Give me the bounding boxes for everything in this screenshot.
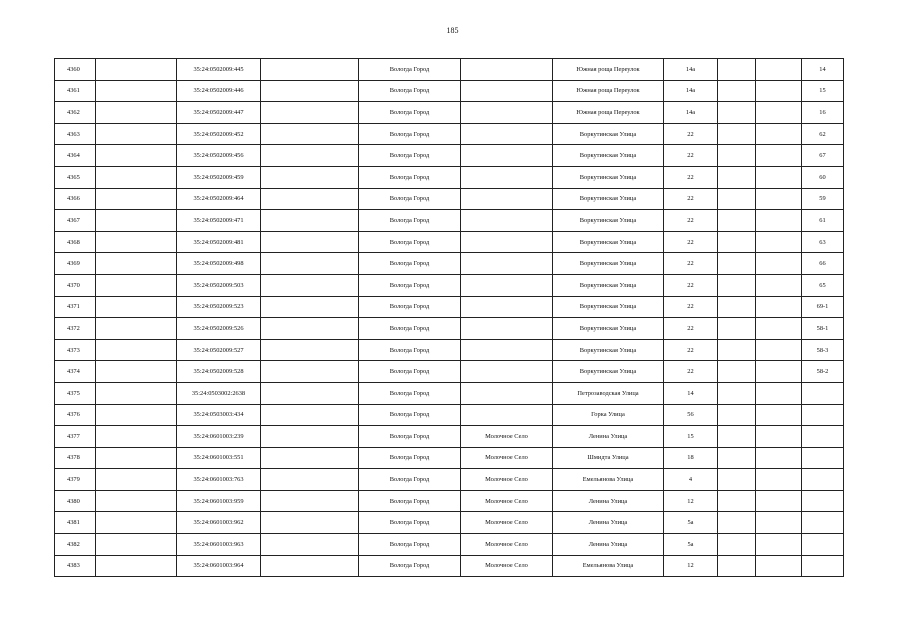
house-cell: 22 <box>664 318 718 340</box>
apartment-cell <box>802 469 844 491</box>
blank-cell-c <box>718 512 756 534</box>
blank-cell-a <box>96 447 177 469</box>
street-cell: Шмидта Улица <box>553 447 664 469</box>
blank-cell-b <box>261 102 359 124</box>
blank-cell-d <box>756 447 802 469</box>
apartment-cell: 67 <box>802 145 844 167</box>
table-row <box>55 426 844 448</box>
table-row <box>55 382 844 404</box>
cadastral-number-cell: 35:24:0502009:445 <box>177 59 261 81</box>
blank-cell-b <box>261 296 359 318</box>
table-row <box>55 123 844 145</box>
table-row <box>55 447 844 469</box>
apartment-cell: 63 <box>802 231 844 253</box>
blank-cell-d <box>756 382 802 404</box>
blank-cell-b <box>261 469 359 491</box>
settlement-cell: Молочное Село <box>461 534 553 556</box>
row-number-cell: 4378 <box>55 447 96 469</box>
blank-cell-b <box>261 490 359 512</box>
cadastral-number-cell: 35:24:0502009:526 <box>177 318 261 340</box>
cadastral-number-cell: 35:24:0502009:503 <box>177 274 261 296</box>
blank-cell-c <box>718 339 756 361</box>
settlement-cell <box>461 166 553 188</box>
street-cell: Воркутинская Улица <box>553 188 664 210</box>
cadastral-number-cell: 35:24:0601003:963 <box>177 534 261 556</box>
blank-cell-d <box>756 188 802 210</box>
table-row <box>55 469 844 491</box>
blank-cell-c <box>718 80 756 102</box>
blank-cell-c <box>718 318 756 340</box>
street-cell: Воркутинская Улица <box>553 274 664 296</box>
settlement-cell <box>461 296 553 318</box>
apartment-cell: 16 <box>802 102 844 124</box>
blank-cell-d <box>756 80 802 102</box>
row-number-cell: 4383 <box>55 555 96 577</box>
row-number-cell: 4373 <box>55 339 96 361</box>
city-cell: Вологда Город <box>359 339 461 361</box>
city-cell: Вологда Город <box>359 361 461 383</box>
cadastral-number-cell: 35:24:0502009:528 <box>177 361 261 383</box>
house-cell: 56 <box>664 404 718 426</box>
settlement-cell <box>461 102 553 124</box>
apartment-cell: 60 <box>802 166 844 188</box>
row-number-cell: 4370 <box>55 274 96 296</box>
cadastral-number-cell: 35:24:0502009:527 <box>177 339 261 361</box>
table-row <box>55 512 844 534</box>
blank-cell-a <box>96 231 177 253</box>
city-cell: Вологда Город <box>359 274 461 296</box>
settlement-cell: Молочное Село <box>461 555 553 577</box>
blank-cell-b <box>261 231 359 253</box>
settlement-cell <box>461 210 553 232</box>
settlement-cell <box>461 59 553 81</box>
row-number-cell: 4367 <box>55 210 96 232</box>
house-cell: 22 <box>664 166 718 188</box>
table-row <box>55 339 844 361</box>
blank-cell-b <box>261 339 359 361</box>
blank-cell-d <box>756 123 802 145</box>
house-cell: 22 <box>664 188 718 210</box>
blank-cell-b <box>261 555 359 577</box>
row-number-cell: 4369 <box>55 253 96 275</box>
settlement-cell: Молочное Село <box>461 426 553 448</box>
house-cell: 22 <box>664 145 718 167</box>
city-cell: Вологда Город <box>359 102 461 124</box>
table-row <box>55 361 844 383</box>
city-cell: Вологда Город <box>359 253 461 275</box>
settlement-cell <box>461 404 553 426</box>
blank-cell-b <box>261 274 359 296</box>
street-cell: Воркутинская Улица <box>553 166 664 188</box>
city-cell: Вологда Город <box>359 490 461 512</box>
street-cell: Ленина Улица <box>553 534 664 556</box>
street-cell: Воркутинская Улица <box>553 231 664 253</box>
apartment-cell <box>802 490 844 512</box>
table-row <box>55 145 844 167</box>
house-cell: 12 <box>664 490 718 512</box>
city-cell: Вологда Город <box>359 555 461 577</box>
street-cell: Емельянова Улица <box>553 555 664 577</box>
street-cell: Горка Улица <box>553 404 664 426</box>
cadastral-number-cell: 35:24:0601003:959 <box>177 490 261 512</box>
table-row <box>55 296 844 318</box>
apartment-cell <box>802 512 844 534</box>
blank-cell-a <box>96 210 177 232</box>
registry-body <box>55 59 844 577</box>
cadastral-number-cell: 35:24:0502009:452 <box>177 123 261 145</box>
settlement-cell <box>461 382 553 404</box>
house-cell: 22 <box>664 253 718 275</box>
blank-cell-d <box>756 59 802 81</box>
table-row <box>55 490 844 512</box>
blank-cell-a <box>96 490 177 512</box>
apartment-cell: 15 <box>802 80 844 102</box>
street-cell: Воркутинская Улица <box>553 123 664 145</box>
street-cell: Южная роща Переулок <box>553 80 664 102</box>
blank-cell-a <box>96 555 177 577</box>
blank-cell-a <box>96 361 177 383</box>
row-number-cell: 4368 <box>55 231 96 253</box>
settlement-cell <box>461 231 553 253</box>
street-cell: Воркутинская Улица <box>553 145 664 167</box>
row-number-cell: 4371 <box>55 296 96 318</box>
street-cell: Южная роща Переулок <box>553 59 664 81</box>
blank-cell-b <box>261 318 359 340</box>
blank-cell-c <box>718 361 756 383</box>
street-cell: Петрозаводская Улица <box>553 382 664 404</box>
city-cell: Вологда Город <box>359 59 461 81</box>
row-number-cell: 4372 <box>55 318 96 340</box>
apartment-cell: 65 <box>802 274 844 296</box>
blank-cell-b <box>261 210 359 232</box>
house-cell: 15 <box>664 426 718 448</box>
city-cell: Вологда Город <box>359 231 461 253</box>
city-cell: Вологда Город <box>359 534 461 556</box>
blank-cell-c <box>718 231 756 253</box>
blank-cell-b <box>261 447 359 469</box>
row-number-cell: 4366 <box>55 188 96 210</box>
house-cell: 14а <box>664 80 718 102</box>
row-number-cell: 4362 <box>55 102 96 124</box>
blank-cell-c <box>718 447 756 469</box>
settlement-cell <box>461 274 553 296</box>
blank-cell-d <box>756 166 802 188</box>
blank-cell-a <box>96 188 177 210</box>
blank-cell-a <box>96 80 177 102</box>
blank-cell-b <box>261 512 359 534</box>
blank-cell-d <box>756 469 802 491</box>
house-cell: 5а <box>664 534 718 556</box>
blank-cell-d <box>756 145 802 167</box>
table-row <box>55 274 844 296</box>
blank-cell-b <box>261 145 359 167</box>
blank-cell-a <box>96 404 177 426</box>
house-cell: 18 <box>664 447 718 469</box>
row-number-cell: 4382 <box>55 534 96 556</box>
city-cell: Вологда Город <box>359 296 461 318</box>
blank-cell-d <box>756 512 802 534</box>
blank-cell-d <box>756 404 802 426</box>
row-number-cell: 4375 <box>55 382 96 404</box>
settlement-cell: Молочное Село <box>461 447 553 469</box>
blank-cell-d <box>756 231 802 253</box>
house-cell: 4 <box>664 469 718 491</box>
blank-cell-d <box>756 274 802 296</box>
cadastral-number-cell: 35:24:0601003:962 <box>177 512 261 534</box>
blank-cell-c <box>718 555 756 577</box>
street-cell: Воркутинская Улица <box>553 253 664 275</box>
street-cell: Ленина Улица <box>553 512 664 534</box>
blank-cell-c <box>718 490 756 512</box>
cadastral-number-cell: 35:24:0502009:447 <box>177 102 261 124</box>
blank-cell-c <box>718 123 756 145</box>
city-cell: Вологда Город <box>359 469 461 491</box>
table-row <box>55 188 844 210</box>
row-number-cell: 4380 <box>55 490 96 512</box>
row-number-cell: 4364 <box>55 145 96 167</box>
cadastral-number-cell: 35:24:0503002:2638 <box>177 382 261 404</box>
cadastral-number-cell: 35:24:0502009:523 <box>177 296 261 318</box>
blank-cell-d <box>756 253 802 275</box>
cadastral-number-cell: 35:24:0502009:459 <box>177 166 261 188</box>
city-cell: Вологда Город <box>359 512 461 534</box>
city-cell: Вологда Город <box>359 382 461 404</box>
blank-cell-d <box>756 339 802 361</box>
apartment-cell: 61 <box>802 210 844 232</box>
row-number-cell: 4363 <box>55 123 96 145</box>
apartment-cell: 62 <box>802 123 844 145</box>
apartment-cell: 58-2 <box>802 361 844 383</box>
blank-cell-d <box>756 210 802 232</box>
blank-cell-a <box>96 253 177 275</box>
blank-cell-d <box>756 318 802 340</box>
cadastral-number-cell: 35:24:0503003:434 <box>177 404 261 426</box>
blank-cell-a <box>96 166 177 188</box>
blank-cell-a <box>96 426 177 448</box>
blank-cell-a <box>96 318 177 340</box>
blank-cell-a <box>96 534 177 556</box>
blank-cell-c <box>718 404 756 426</box>
blank-cell-a <box>96 102 177 124</box>
settlement-cell <box>461 361 553 383</box>
blank-cell-b <box>261 59 359 81</box>
blank-cell-c <box>718 59 756 81</box>
blank-cell-c <box>718 534 756 556</box>
city-cell: Вологда Город <box>359 318 461 340</box>
blank-cell-a <box>96 296 177 318</box>
blank-cell-b <box>261 534 359 556</box>
cadastral-number-cell: 35:24:0601003:551 <box>177 447 261 469</box>
cadastral-number-cell: 35:24:0502009:498 <box>177 253 261 275</box>
blank-cell-b <box>261 80 359 102</box>
house-cell: 12 <box>664 555 718 577</box>
street-cell: Воркутинская Улица <box>553 296 664 318</box>
blank-cell-c <box>718 210 756 232</box>
table-row <box>55 404 844 426</box>
blank-cell-b <box>261 188 359 210</box>
blank-cell-d <box>756 534 802 556</box>
city-cell: Вологда Город <box>359 80 461 102</box>
city-cell: Вологда Город <box>359 145 461 167</box>
apartment-cell: 14 <box>802 59 844 81</box>
blank-cell-c <box>718 253 756 275</box>
page-number: 185 <box>446 26 459 35</box>
apartment-cell <box>802 382 844 404</box>
cadastral-number-cell: 35:24:0502009:464 <box>177 188 261 210</box>
blank-cell-a <box>96 123 177 145</box>
blank-cell-a <box>96 339 177 361</box>
row-number-cell: 4377 <box>55 426 96 448</box>
row-number-cell: 4360 <box>55 59 96 81</box>
house-cell: 22 <box>664 210 718 232</box>
street-cell: Воркутинская Улица <box>553 361 664 383</box>
blank-cell-d <box>756 490 802 512</box>
row-number-cell: 4361 <box>55 80 96 102</box>
house-cell: 22 <box>664 231 718 253</box>
street-cell: Воркутинская Улица <box>553 318 664 340</box>
apartment-cell: 58-3 <box>802 339 844 361</box>
table-row <box>55 59 844 81</box>
house-cell: 22 <box>664 339 718 361</box>
city-cell: Вологда Город <box>359 210 461 232</box>
blank-cell-c <box>718 188 756 210</box>
blank-cell-a <box>96 274 177 296</box>
blank-cell-b <box>261 166 359 188</box>
blank-cell-a <box>96 59 177 81</box>
blank-cell-b <box>261 253 359 275</box>
blank-cell-b <box>261 123 359 145</box>
house-cell: 14а <box>664 102 718 124</box>
blank-cell-b <box>261 426 359 448</box>
blank-cell-c <box>718 469 756 491</box>
row-number-cell: 4381 <box>55 512 96 534</box>
house-cell: 14а <box>664 59 718 81</box>
settlement-cell <box>461 123 553 145</box>
cadastral-number-cell: 35:24:0601003:239 <box>177 426 261 448</box>
street-cell: Ленина Улица <box>553 426 664 448</box>
apartment-cell: 58-1 <box>802 318 844 340</box>
blank-cell-b <box>261 382 359 404</box>
apartment-cell: 69-1 <box>802 296 844 318</box>
apartment-cell <box>802 426 844 448</box>
table-row <box>55 555 844 577</box>
blank-cell-a <box>96 512 177 534</box>
street-cell: Ленина Улица <box>553 490 664 512</box>
blank-cell-d <box>756 296 802 318</box>
table-row <box>55 253 844 275</box>
table-row <box>55 210 844 232</box>
blank-cell-d <box>756 555 802 577</box>
blank-cell-c <box>718 296 756 318</box>
blank-cell-c <box>718 426 756 448</box>
table-row <box>55 231 844 253</box>
house-cell: 22 <box>664 274 718 296</box>
blank-cell-c <box>718 145 756 167</box>
blank-cell-c <box>718 166 756 188</box>
row-number-cell: 4365 <box>55 166 96 188</box>
blank-cell-c <box>718 274 756 296</box>
house-cell: 22 <box>664 123 718 145</box>
apartment-cell <box>802 404 844 426</box>
street-cell: Южная роща Переулок <box>553 102 664 124</box>
blank-cell-d <box>756 361 802 383</box>
cadastral-number-cell: 35:24:0601003:964 <box>177 555 261 577</box>
apartment-cell: 59 <box>802 188 844 210</box>
blank-cell-b <box>261 404 359 426</box>
apartment-cell: 66 <box>802 253 844 275</box>
settlement-cell: Молочное Село <box>461 469 553 491</box>
city-cell: Вологда Город <box>359 447 461 469</box>
blank-cell-b <box>261 361 359 383</box>
settlement-cell <box>461 145 553 167</box>
settlement-cell <box>461 318 553 340</box>
apartment-cell <box>802 534 844 556</box>
city-cell: Вологда Город <box>359 123 461 145</box>
city-cell: Вологда Город <box>359 404 461 426</box>
blank-cell-a <box>96 469 177 491</box>
cadastral-number-cell: 35:24:0502009:481 <box>177 231 261 253</box>
blank-cell-c <box>718 382 756 404</box>
blank-cell-c <box>718 102 756 124</box>
house-cell: 5а <box>664 512 718 534</box>
cadastral-number-cell: 35:24:0601003:763 <box>177 469 261 491</box>
table-row <box>55 534 844 556</box>
settlement-cell <box>461 80 553 102</box>
settlement-cell: Молочное Село <box>461 490 553 512</box>
street-cell: Воркутинская Улица <box>553 210 664 232</box>
apartment-cell <box>802 447 844 469</box>
house-cell: 22 <box>664 361 718 383</box>
row-number-cell: 4374 <box>55 361 96 383</box>
registry-table <box>54 58 844 577</box>
cadastral-number-cell: 35:24:0502009:456 <box>177 145 261 167</box>
house-cell: 22 <box>664 296 718 318</box>
street-cell: Воркутинская Улица <box>553 339 664 361</box>
row-number-cell: 4376 <box>55 404 96 426</box>
blank-cell-d <box>756 102 802 124</box>
table-row <box>55 80 844 102</box>
table-row <box>55 102 844 124</box>
settlement-cell: Молочное Село <box>461 512 553 534</box>
cadastral-number-cell: 35:24:0502009:446 <box>177 80 261 102</box>
settlement-cell <box>461 188 553 210</box>
city-cell: Вологда Город <box>359 188 461 210</box>
settlement-cell <box>461 339 553 361</box>
blank-cell-a <box>96 382 177 404</box>
city-cell: Вологда Город <box>359 166 461 188</box>
blank-cell-a <box>96 145 177 167</box>
apartment-cell <box>802 555 844 577</box>
street-cell: Емельянова Улица <box>553 469 664 491</box>
row-number-cell: 4379 <box>55 469 96 491</box>
settlement-cell <box>461 253 553 275</box>
cadastral-number-cell: 35:24:0502009:471 <box>177 210 261 232</box>
table-row <box>55 166 844 188</box>
table-row <box>55 318 844 340</box>
house-cell: 14 <box>664 382 718 404</box>
city-cell: Вологда Город <box>359 426 461 448</box>
blank-cell-d <box>756 426 802 448</box>
